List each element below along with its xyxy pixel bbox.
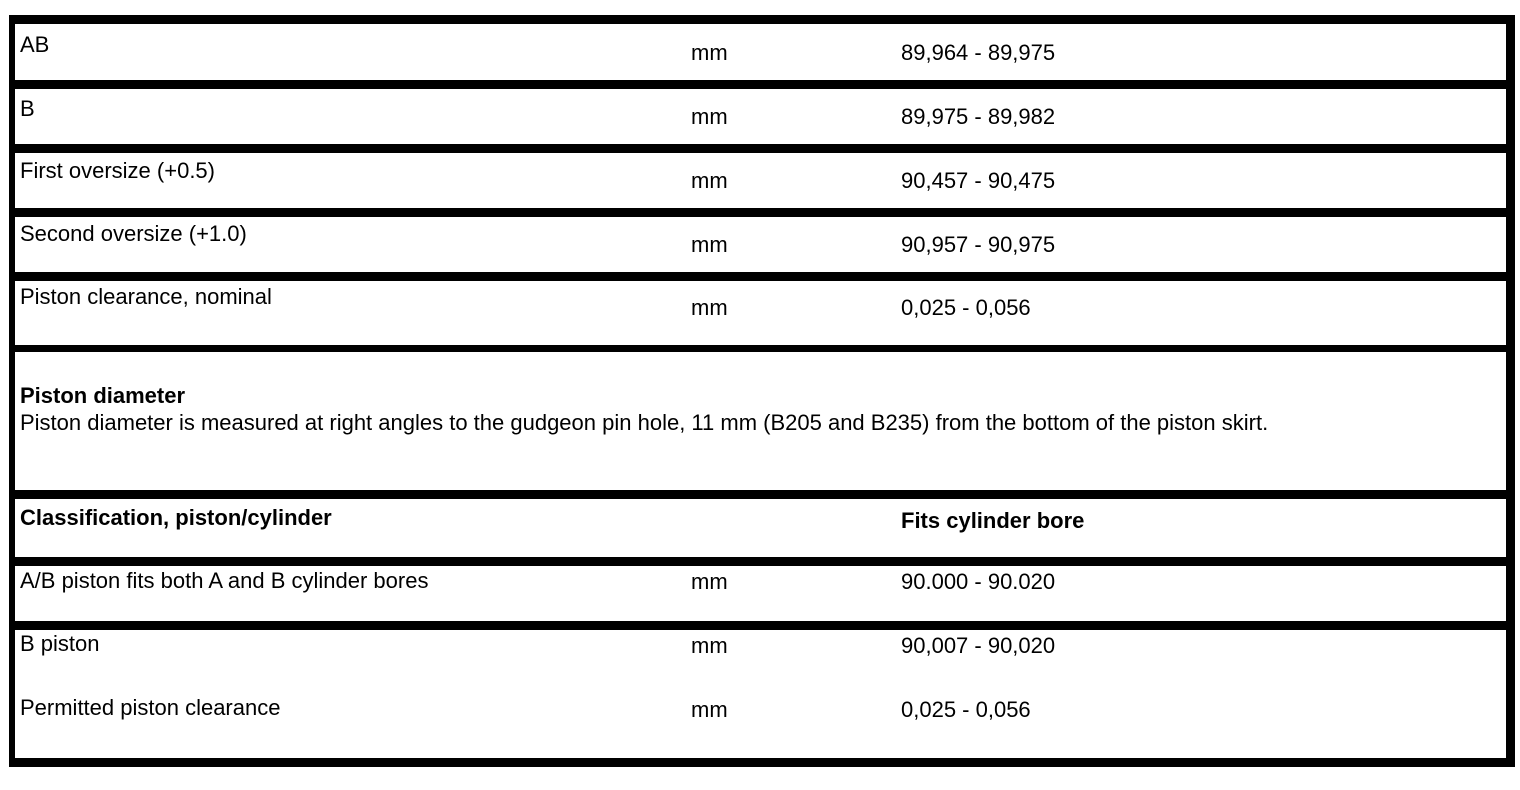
row-unit: mm: [691, 40, 728, 65]
table-row-group: [15, 630, 1506, 758]
row-value: 90,007 - 90,020: [901, 633, 1056, 658]
table-row: [15, 281, 1506, 345]
table-row: [15, 566, 1506, 621]
row-label: A/B piston fits both A and B cylinder bores: [20, 568, 429, 593]
classification-header: [15, 499, 1506, 557]
row-label: Permitted piston clearance: [20, 695, 281, 720]
table-row: [15, 24, 1506, 80]
table-row: [15, 153, 1506, 208]
row-value: 90.000 - 90.020: [901, 569, 1056, 594]
row-value: 90,457 - 90,475: [901, 168, 1056, 193]
table-row: [15, 89, 1506, 144]
row-label: Piston clearance, nominal: [20, 284, 272, 309]
row-value: 89,975 - 89,982: [901, 104, 1056, 129]
specification-table: [9, 15, 1515, 767]
row-value: 0,025 - 0,056: [901, 295, 1031, 320]
row-unit: mm: [691, 569, 728, 594]
table-row: [15, 217, 1506, 272]
note-text: Piston diameter is measured at right angles to the gudgeon pin hole, 11 mm (B205 and B235) from the bottom of the piston skirt.: [20, 410, 1269, 435]
row-unit: mm: [691, 168, 728, 193]
row-unit: mm: [691, 295, 728, 320]
row-unit: mm: [691, 232, 728, 257]
row-unit: mm: [691, 633, 728, 658]
row-label: B: [20, 96, 35, 121]
fits-cylinder-bore-header: Fits cylinder bore: [901, 508, 1085, 533]
row-label: AB: [20, 32, 50, 57]
note-title: Piston diameter: [20, 383, 186, 408]
row-label: B piston: [20, 631, 100, 656]
classification-title: Classification, piston/cylinder: [20, 505, 332, 530]
row-unit: mm: [691, 104, 728, 129]
piston-diameter-note: [15, 352, 1506, 490]
row-value: 90,957 - 90,975: [901, 232, 1056, 257]
row-value: 0,025 - 0,056: [901, 697, 1031, 722]
row-value: 89,964 - 89,975: [901, 40, 1056, 65]
row-label: Second oversize (+1.0): [20, 221, 247, 246]
row-unit: mm: [691, 697, 728, 722]
row-label: First oversize (+0.5): [20, 158, 215, 183]
